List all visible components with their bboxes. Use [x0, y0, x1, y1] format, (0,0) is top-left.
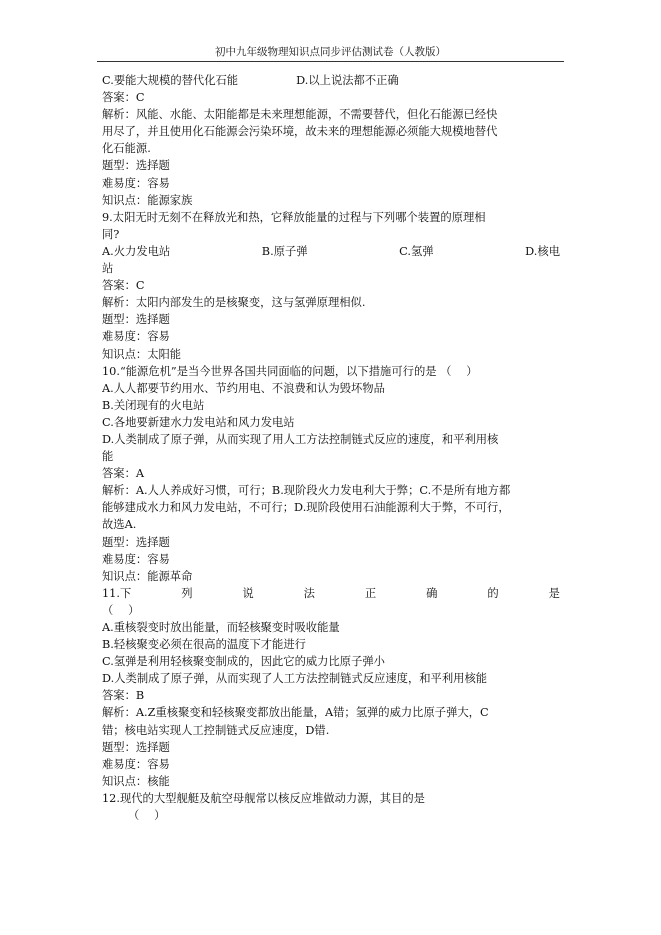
q9-option-b: B.原子弹 — [261, 244, 308, 258]
q10-type: 题型：选择题 — [102, 535, 170, 549]
q9-options — [102, 243, 560, 260]
q8-type: 题型：选择题 — [102, 159, 170, 173]
q9-answer: 答案：C — [102, 279, 145, 293]
q11-option-c: C.氢弹是利用轻核聚变制成的，因此它的威力比原子弹小 — [102, 655, 385, 669]
q11-answer: 答案：B — [102, 689, 145, 703]
q11-knowledge: 知识点：核能 — [102, 774, 170, 788]
q11-difficulty: 难易度：容易 — [102, 757, 170, 771]
q9-option-tail: 站 — [102, 262, 114, 276]
q10-analysis-line-2: 能够建成水力和风力发电站，不可行；D.现阶段使用石油能源利大于弊，不可行， — [102, 501, 510, 515]
page-header — [97, 44, 564, 62]
q8-answer: 答案：C — [102, 91, 145, 105]
q9-difficulty: 难易度：容易 — [102, 330, 170, 344]
q9-stem-line-2: 同? — [102, 227, 120, 241]
q11-option-d: D.人类制成了原子弹，从而实现了人工方法控制链式反应速度，和平利用核能 — [102, 672, 488, 686]
q9-option-d: D.核电 — [525, 244, 560, 258]
q8-difficulty: 难易度：容易 — [102, 176, 170, 190]
document-body — [102, 72, 560, 824]
q8-option-d: D.以上说法都不正确 — [296, 74, 399, 87]
q11-option-a: A.重核裂变时放出能量，而轻核聚变时吸收能量 — [102, 621, 340, 634]
q10-option-c: C.各地要新建水力发电站和风力发电站 — [102, 415, 295, 429]
q9-knowledge: 知识点：太阳能 — [102, 347, 182, 361]
q11-stem-char: 列 — [181, 586, 193, 600]
q9-analysis: 解析：太阳内部发生的是核聚变，这与氢弹原理相似. — [102, 296, 366, 310]
q11-stem-char: 法 — [303, 586, 315, 600]
q11-stem-paren: （ ） — [102, 603, 140, 617]
q12-stem-paren: （ ） — [128, 809, 166, 823]
q10-difficulty: 难易度：容易 — [102, 552, 170, 566]
q9-stem-line-1: 9.太阳无时无刻不在释放光和热，它释放能量的过程与下列哪个装置的原理相 — [102, 210, 486, 224]
q11-stem-char: 确 — [426, 586, 438, 600]
q11-analysis-line-1: 解析：A.Z重核聚变和轻核聚变都放出能量，A错；氢弹的威力比原子弹大，C — [102, 706, 489, 720]
q12-stem: 12.现代的大型舰艇及航空母舰常以核反应堆做动力源，其目的是 — [102, 791, 425, 805]
q10-option-a: A.人人都要节约用水、节约用电、不浪费和认为毁坏物品 — [102, 381, 385, 395]
q10-option-b: B.关闭现有的火电站 — [102, 398, 205, 412]
q11-stem-char: 说 — [242, 586, 254, 600]
q10-analysis-line-1: 解析：A.人人养成好习惯，可行；B.现阶段火力发电利大于弊；C.不是所有地方都 — [102, 484, 511, 498]
q11-stem-char: 是 — [548, 586, 560, 600]
q8-analysis-line-2: 用尽了，并且使用化石能源会污染环境，故未来的理想能源必须能大规模地替代 — [102, 125, 498, 139]
q8-options-cd — [102, 72, 560, 89]
q9-type: 题型：选择题 — [102, 313, 170, 327]
q10-stem: 10.“能源危机”是当今世界各国共同面临的问题，以下措施可行的是 （ ） — [102, 364, 478, 378]
q8-option-c: C.要能大规模的替代化石能 — [102, 74, 239, 87]
q10-analysis-line-3: 故选A. — [102, 518, 137, 532]
header-title: 初中九年级物理知识点同步评估测试卷（人教版） — [215, 46, 446, 58]
q8-analysis-line-3: 化石能源. — [102, 142, 151, 156]
q11-stem-char: 正 — [364, 586, 377, 600]
q11-stem-char: 的 — [487, 586, 499, 600]
q11-option-b: B.轻核聚变必须在很高的温度下才能进行 — [102, 638, 306, 652]
q11-type: 题型：选择题 — [102, 740, 170, 754]
q8-analysis-line-1: 解析：风能、水能、太阳能都是未来理想能源，不需要替代，但化石能源已经快 — [102, 108, 498, 122]
q11-stem-char: 11.下 — [102, 586, 132, 600]
q9-option-c: C.氢弹 — [399, 244, 434, 258]
q10-option-d-tail: 能 — [102, 450, 114, 464]
q11-analysis-line-2: 错；核电站实现人工控制链式反应速度，D错. — [102, 723, 330, 737]
q9-option-a: A.火力发电站 — [102, 244, 171, 258]
q10-knowledge: 知识点：能源革命 — [102, 569, 193, 583]
q10-answer: 答案：A — [102, 467, 145, 481]
q8-knowledge: 知识点：能源家族 — [102, 193, 193, 207]
q11-stem — [102, 585, 560, 602]
q10-option-d: D.人类制成了原子弹，从而实现了用人工方法控制链式反应的速度，和平利用核 — [102, 432, 499, 446]
